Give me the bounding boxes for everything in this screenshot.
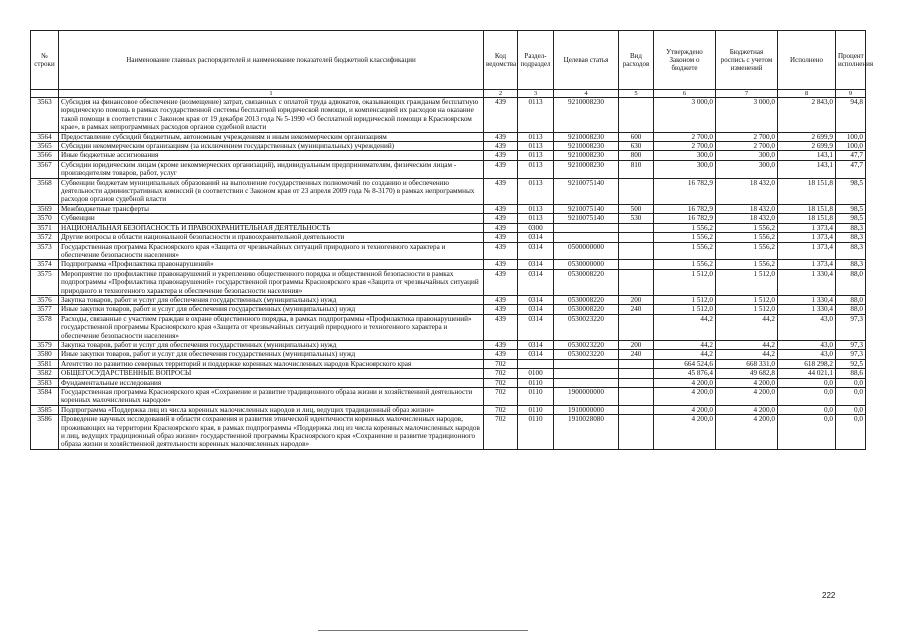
row-executed: 44 021,1 <box>778 369 836 378</box>
table-row <box>31 204 866 213</box>
table-row <box>31 295 866 304</box>
table-row <box>31 305 866 314</box>
table-row <box>31 132 866 141</box>
row-code: 702 <box>484 388 518 406</box>
row-code: 439 <box>484 260 518 269</box>
row-target: 9210075140 <box>554 214 619 223</box>
row-executed: 43,0 <box>778 350 836 359</box>
row-type: 240 <box>619 350 654 359</box>
row-percent: 94,8 <box>836 98 866 133</box>
row-section: 0314 <box>518 350 554 359</box>
table-row <box>31 223 866 232</box>
row-executed: 2 699,9 <box>778 142 836 151</box>
col-number: 5 <box>619 90 654 98</box>
row-budget-list: 1 556,2 <box>716 260 778 269</box>
row-percent: 100,0 <box>836 132 866 141</box>
row-budget-list: 3 000,0 <box>716 98 778 133</box>
row-number: 3567 <box>31 160 59 178</box>
row-name: Иные закупки товаров, работ и услуг для обеспечения государственных (муниципальных) нужд <box>59 305 484 314</box>
row-code: 439 <box>484 242 518 260</box>
column-number-row <box>31 90 866 98</box>
row-percent: 88,3 <box>836 242 866 260</box>
budget-table <box>30 30 874 450</box>
row-type <box>619 405 654 414</box>
row-approved: 1 556,2 <box>654 223 716 232</box>
table-row <box>31 405 866 414</box>
row-section: 0314 <box>518 233 554 242</box>
row-name: Другие вопросы в области национальной безопасности и правоохранительной деятельности <box>59 233 484 242</box>
row-code: 702 <box>484 415 518 450</box>
row-percent: 88,6 <box>836 369 866 378</box>
table-row <box>31 369 866 378</box>
row-type: 200 <box>619 295 654 304</box>
row-code: 439 <box>484 233 518 242</box>
page-number: 222 <box>822 591 836 600</box>
row-name: Мероприятие по профилактике правонарушений и укреплению общественного порядка и общественной безопасности в рамках подпрограммы «Профилактика правонарушений» государственной программы Красноярского края «Защита от чрезвычайных ситуаций природного и техногенного характера и обеспечение безопасности населения» <box>59 269 484 295</box>
row-target: 9210008230 <box>554 132 619 141</box>
row-type <box>619 359 654 368</box>
row-percent: 98,5 <box>836 204 866 213</box>
row-code: 439 <box>484 151 518 160</box>
table-row <box>31 314 866 340</box>
header-budget-list: Бюджетная роспись с учетом изменений <box>716 31 778 90</box>
row-number: 3572 <box>31 233 59 242</box>
row-type <box>619 223 654 232</box>
row-percent: 0,0 <box>836 405 866 414</box>
budget-report-sheet <box>30 30 874 450</box>
row-percent: 47,7 <box>836 160 866 178</box>
row-type <box>619 178 654 204</box>
row-approved: 4 200,0 <box>654 378 716 387</box>
row-section: 0113 <box>518 151 554 160</box>
row-type <box>619 242 654 260</box>
row-name: Межбюджетные трансферты <box>59 204 484 213</box>
row-executed: 618 298,2 <box>778 359 836 368</box>
row-executed: 43,0 <box>778 314 836 340</box>
header-approved: Утверждено Законом о бюджете <box>654 31 716 90</box>
row-percent: 88,3 <box>836 233 866 242</box>
row-approved: 1 556,2 <box>654 233 716 242</box>
row-code: 439 <box>484 178 518 204</box>
row-budget-list: 1 512,0 <box>716 295 778 304</box>
row-section: 0113 <box>518 142 554 151</box>
row-executed: 1 373,4 <box>778 242 836 260</box>
row-section: 0110 <box>518 405 554 414</box>
row-section: 0314 <box>518 260 554 269</box>
row-name: Субвенции бюджетам муниципальных образований на выполнение государственных полномочий по созданию и обеспечению деятельности административных комиссий (в соответствии с Законом края от 23 апреля 2009 года № 8-3170) в рамках непрограммных расходов органов судебной власти <box>59 178 484 204</box>
row-approved: 44,2 <box>654 350 716 359</box>
row-name: Субсидии некоммерческим организациям (за исключением государственных (муниципальных) учреждений) <box>59 142 484 151</box>
row-budget-list: 4 200,0 <box>716 388 778 406</box>
row-type: 600 <box>619 132 654 141</box>
row-number: 3578 <box>31 314 59 340</box>
row-executed: 0,0 <box>778 405 836 414</box>
row-code: 439 <box>484 305 518 314</box>
row-type <box>619 388 654 406</box>
row-number: 3575 <box>31 269 59 295</box>
row-name: Фундаментальные исследования <box>59 378 484 387</box>
header-percent: Процент исполнения <box>836 31 866 90</box>
table-row <box>31 359 866 368</box>
row-target <box>554 223 619 232</box>
row-name: Закупка товаров, работ и услуг для обеспечения государственных (муниципальных) нужд <box>59 340 484 349</box>
table-row <box>31 242 866 260</box>
row-section: 0314 <box>518 314 554 340</box>
row-approved: 1 512,0 <box>654 295 716 304</box>
row-type <box>619 378 654 387</box>
row-type: 800 <box>619 151 654 160</box>
header-no: № строки <box>31 31 59 90</box>
row-name: Государственная программа Красноярского края «Защита от чрезвычайных ситуаций природного и техногенного характера и обеспечение безопасности населения» <box>59 242 484 260</box>
row-code: 439 <box>484 269 518 295</box>
row-target: 9210008230 <box>554 160 619 178</box>
row-code: 439 <box>484 214 518 223</box>
row-percent: 88,3 <box>836 260 866 269</box>
row-type: 200 <box>619 340 654 349</box>
table-row <box>31 178 866 204</box>
row-target: 9210008230 <box>554 142 619 151</box>
row-executed: 1 373,4 <box>778 223 836 232</box>
row-number: 3573 <box>31 242 59 260</box>
row-target: 9210008230 <box>554 151 619 160</box>
row-approved: 4 200,0 <box>654 405 716 414</box>
row-target: 0530023220 <box>554 350 619 359</box>
row-section: 0100 <box>518 369 554 378</box>
row-percent: 97,3 <box>836 350 866 359</box>
row-type: 530 <box>619 214 654 223</box>
row-section <box>518 359 554 368</box>
row-name: Субсидии юридическим лицам (кроме некоммерческих организаций), индивидуальным предпринимателям, физическим лицам - производителям товаров, работ, услуг <box>59 160 484 178</box>
row-name: Иные бюджетные ассигнования <box>59 151 484 160</box>
row-name: Государственная программа Красноярского края «Сохранение и развитие традиционного образа жизни и хозяйственной деятельности коренных малочисленных народов» <box>59 388 484 406</box>
table-row <box>31 260 866 269</box>
row-executed: 143,1 <box>778 151 836 160</box>
row-percent: 0,0 <box>836 378 866 387</box>
row-type <box>619 314 654 340</box>
row-executed: 1 330,4 <box>778 295 836 304</box>
header-executed: Исполнено <box>778 31 836 90</box>
row-target <box>554 359 619 368</box>
row-type <box>619 233 654 242</box>
row-executed: 43,0 <box>778 340 836 349</box>
row-section: 0113 <box>518 98 554 133</box>
col-number: 9 <box>836 90 866 98</box>
row-executed: 0,0 <box>778 388 836 406</box>
header-name: Наименование главных распорядителей и наименование показателей бюджетной классификации <box>59 31 484 90</box>
row-section: 0110 <box>518 388 554 406</box>
row-target: 0530008220 <box>554 295 619 304</box>
row-executed: 0,0 <box>778 415 836 450</box>
row-number: 3584 <box>31 388 59 406</box>
row-budget-list: 1 556,2 <box>716 233 778 242</box>
row-name: НАЦИОНАЛЬНАЯ БЕЗОПАСНОСТЬ И ПРАВООХРАНИТЕЛЬНАЯ ДЕЯТЕЛЬНОСТЬ <box>59 223 484 232</box>
table-row <box>31 388 866 406</box>
row-percent: 98,5 <box>836 178 866 204</box>
row-number: 3566 <box>31 151 59 160</box>
row-type: 500 <box>619 204 654 213</box>
table-row <box>31 214 866 223</box>
col-number-blank <box>31 90 59 98</box>
row-executed: 1 330,4 <box>778 269 836 295</box>
row-section: 0314 <box>518 305 554 314</box>
row-code: 439 <box>484 98 518 133</box>
row-target: 0530023220 <box>554 314 619 340</box>
row-executed: 18 151,8 <box>778 214 836 223</box>
table-row <box>31 98 866 133</box>
row-budget-list: 2 700,0 <box>716 142 778 151</box>
row-approved: 4 200,0 <box>654 388 716 406</box>
row-section: 0110 <box>518 378 554 387</box>
row-approved: 300,0 <box>654 151 716 160</box>
table-row <box>31 378 866 387</box>
row-approved: 44,2 <box>654 314 716 340</box>
row-name: Расходы, связанные с участием граждан в охране общественного порядка, в рамках подпрограммы «Профилактика правонарушений» государственной программы Красноярского края «Защита от чрезвычайных ситуаций природного и техногенного характера и обеспечение безопасности населения» <box>59 314 484 340</box>
row-number: 3580 <box>31 350 59 359</box>
row-approved: 1 556,2 <box>654 260 716 269</box>
col-number: 3 <box>518 90 554 98</box>
table-row <box>31 233 866 242</box>
row-type <box>619 269 654 295</box>
row-name: Агентство по развитию северных территорий и поддержке коренных малочисленных народов Красноярского края <box>59 359 484 368</box>
row-executed: 143,1 <box>778 160 836 178</box>
row-executed: 1 330,4 <box>778 305 836 314</box>
row-target: 0530023220 <box>554 340 619 349</box>
row-budget-list: 44,2 <box>716 340 778 349</box>
table-row <box>31 160 866 178</box>
row-name: Проведение научных исследований в области сохранения и развития этнической идентичности коренных малочисленных народов, проживающих на территории Красноярского края, в рамках подпрограммы «Поддержка лиц из числа коренных малочисленных народов и лиц, ведущих традиционный образ жизни» государственной программы Красноярского края «Сохранение и развитие традиционного образа жизни и хозяйственной деятельности коренных малочисленных народов» <box>59 415 484 450</box>
row-name: ОБЩЕГОСУДАРСТВЕННЫЕ ВОПРОСЫ <box>59 369 484 378</box>
row-type: 630 <box>619 142 654 151</box>
row-name: Субсидия на финансовое обеспечение (возмещение) затрат, связанных с оплатой труда адвокатов, оказывающих гражданам бесплатную юридическую помощь в рамках государственной системы бесплатной юридической помощи, и компенсацией их расходов на оказание такой помощи в соответствии с Законом края от 19 декабря 2013 года № 5-1990 «О бесплатной юридической помощи в Красноярском крае», в рамках непрограммных расходов органов судебной власти <box>59 98 484 133</box>
row-name: Иные закупки товаров, работ и услуг для обеспечения государственных (муниципальных) нужд <box>59 350 484 359</box>
row-type <box>619 369 654 378</box>
row-budget-list: 18 432,0 <box>716 214 778 223</box>
row-section: 0314 <box>518 295 554 304</box>
row-percent: 0,0 <box>836 388 866 406</box>
row-approved: 4 200,0 <box>654 415 716 450</box>
row-budget-list: 2 700,0 <box>716 132 778 141</box>
row-percent: 88,0 <box>836 295 866 304</box>
row-budget-list: 18 432,0 <box>716 178 778 204</box>
row-executed: 2 843,0 <box>778 98 836 133</box>
row-section: 0314 <box>518 340 554 349</box>
row-percent: 88,3 <box>836 223 866 232</box>
row-section: 0300 <box>518 223 554 232</box>
row-name: Закупка товаров, работ и услуг для обеспечения государственных (муниципальных) нужд <box>59 295 484 304</box>
row-target: 0530000000 <box>554 260 619 269</box>
row-approved: 16 782,9 <box>654 178 716 204</box>
row-code: 702 <box>484 405 518 414</box>
row-number: 3571 <box>31 223 59 232</box>
row-approved: 1 556,2 <box>654 242 716 260</box>
row-budget-list: 4 200,0 <box>716 405 778 414</box>
row-percent: 92,5 <box>836 359 866 368</box>
row-target: 0530008220 <box>554 305 619 314</box>
row-section: 0113 <box>518 178 554 204</box>
row-executed: 18 151,8 <box>778 178 836 204</box>
row-code: 702 <box>484 359 518 368</box>
row-type <box>619 415 654 450</box>
row-budget-list: 1 556,2 <box>716 223 778 232</box>
row-code: 439 <box>484 204 518 213</box>
header-type: Вид расходов <box>619 31 654 90</box>
row-type: 240 <box>619 305 654 314</box>
row-type: 810 <box>619 160 654 178</box>
row-percent: 97,3 <box>836 340 866 349</box>
row-code: 439 <box>484 295 518 304</box>
col-number: 2 <box>484 90 518 98</box>
row-budget-list: 1 556,2 <box>716 242 778 260</box>
row-number: 3570 <box>31 214 59 223</box>
row-section: 0113 <box>518 204 554 213</box>
row-code: 439 <box>484 132 518 141</box>
row-number: 3569 <box>31 204 59 213</box>
row-section: 0314 <box>518 242 554 260</box>
row-budget-list: 49 682,8 <box>716 369 778 378</box>
row-name: Подпрограмма «Поддержка лиц из числа коренных малочисленных народов и лиц, ведущих традиционный образ жизни» <box>59 405 484 414</box>
row-section: 0113 <box>518 214 554 223</box>
row-code: 702 <box>484 378 518 387</box>
table-row <box>31 415 866 450</box>
row-target: 1900000000 <box>554 388 619 406</box>
table-row <box>31 269 866 295</box>
row-number: 3564 <box>31 132 59 141</box>
table-row <box>31 151 866 160</box>
row-number: 3576 <box>31 295 59 304</box>
row-code: 702 <box>484 369 518 378</box>
row-number: 3577 <box>31 305 59 314</box>
row-percent: 100,0 <box>836 142 866 151</box>
row-type <box>619 260 654 269</box>
row-target: 9210008230 <box>554 98 619 133</box>
row-executed: 2 699,9 <box>778 132 836 141</box>
bottom-divider <box>318 630 528 631</box>
header-section: Раздел-подраздел <box>518 31 554 90</box>
row-number: 3585 <box>31 405 59 414</box>
row-code: 439 <box>484 314 518 340</box>
row-code: 439 <box>484 350 518 359</box>
row-approved: 16 782,9 <box>654 214 716 223</box>
row-code: 439 <box>484 160 518 178</box>
row-approved: 2 700,0 <box>654 142 716 151</box>
row-approved: 664 524,6 <box>654 359 716 368</box>
row-target: 9210075140 <box>554 204 619 213</box>
row-target: 0530008220 <box>554 269 619 295</box>
row-code: 439 <box>484 142 518 151</box>
row-budget-list: 668 331,0 <box>716 359 778 368</box>
col-number: 6 <box>654 90 716 98</box>
row-budget-list: 44,2 <box>716 314 778 340</box>
row-executed: 0,0 <box>778 378 836 387</box>
row-budget-list: 4 200,0 <box>716 415 778 450</box>
header-code: Код ведомства <box>484 31 518 90</box>
row-number: 3563 <box>31 98 59 133</box>
row-budget-list: 300,0 <box>716 151 778 160</box>
col-number: 8 <box>778 90 836 98</box>
row-number: 3586 <box>31 415 59 450</box>
row-approved: 3 000,0 <box>654 98 716 133</box>
col-number: 1 <box>59 90 484 98</box>
row-percent: 97,3 <box>836 314 866 340</box>
row-target: 9210075140 <box>554 178 619 204</box>
table-row <box>31 340 866 349</box>
row-type <box>619 98 654 133</box>
row-executed: 1 373,4 <box>778 233 836 242</box>
row-section: 0113 <box>518 132 554 141</box>
header-target: Целевая статья <box>554 31 619 90</box>
row-number: 3574 <box>31 260 59 269</box>
row-number: 3579 <box>31 340 59 349</box>
row-approved: 300,0 <box>654 160 716 178</box>
row-percent: 47,7 <box>836 151 866 160</box>
row-budget-list: 18 432,0 <box>716 204 778 213</box>
row-approved: 45 876,4 <box>654 369 716 378</box>
row-approved: 44,2 <box>654 340 716 349</box>
header-row <box>31 31 866 90</box>
row-code: 439 <box>484 223 518 232</box>
row-target <box>554 233 619 242</box>
row-number: 3565 <box>31 142 59 151</box>
row-percent: 98,5 <box>836 214 866 223</box>
row-percent: 88,0 <box>836 305 866 314</box>
row-target <box>554 369 619 378</box>
row-target: 1910000000 <box>554 405 619 414</box>
row-executed: 1 373,4 <box>778 260 836 269</box>
row-name: Субвенции <box>59 214 484 223</box>
row-budget-list: 300,0 <box>716 160 778 178</box>
row-name: Подпрограмма «Профилактика правонарушений» <box>59 260 484 269</box>
row-approved: 16 782,9 <box>654 204 716 213</box>
col-number: 4 <box>554 90 619 98</box>
table-row <box>31 350 866 359</box>
row-section: 0113 <box>518 160 554 178</box>
row-budget-list: 1 512,0 <box>716 269 778 295</box>
row-budget-list: 44,2 <box>716 350 778 359</box>
row-budget-list: 1 512,0 <box>716 305 778 314</box>
row-target: 0500000000 <box>554 242 619 260</box>
table-row <box>31 142 866 151</box>
row-section: 0110 <box>518 415 554 450</box>
col-number: 7 <box>716 90 778 98</box>
row-executed: 18 151,8 <box>778 204 836 213</box>
row-approved: 2 700,0 <box>654 132 716 141</box>
row-number: 3568 <box>31 178 59 204</box>
row-percent: 88,0 <box>836 269 866 295</box>
row-approved: 1 512,0 <box>654 305 716 314</box>
row-number: 3581 <box>31 359 59 368</box>
row-code: 439 <box>484 340 518 349</box>
row-budget-list: 4 200,0 <box>716 378 778 387</box>
row-target: 1910028080 <box>554 415 619 450</box>
row-number: 3583 <box>31 378 59 387</box>
row-target <box>554 378 619 387</box>
row-name: Предоставление субсидий бюджетным, автономным учреждениям и иным некоммерческим организациям <box>59 132 484 141</box>
row-number: 3582 <box>31 369 59 378</box>
row-section: 0314 <box>518 269 554 295</box>
row-percent: 0,0 <box>836 415 866 450</box>
row-approved: 1 512,0 <box>654 269 716 295</box>
